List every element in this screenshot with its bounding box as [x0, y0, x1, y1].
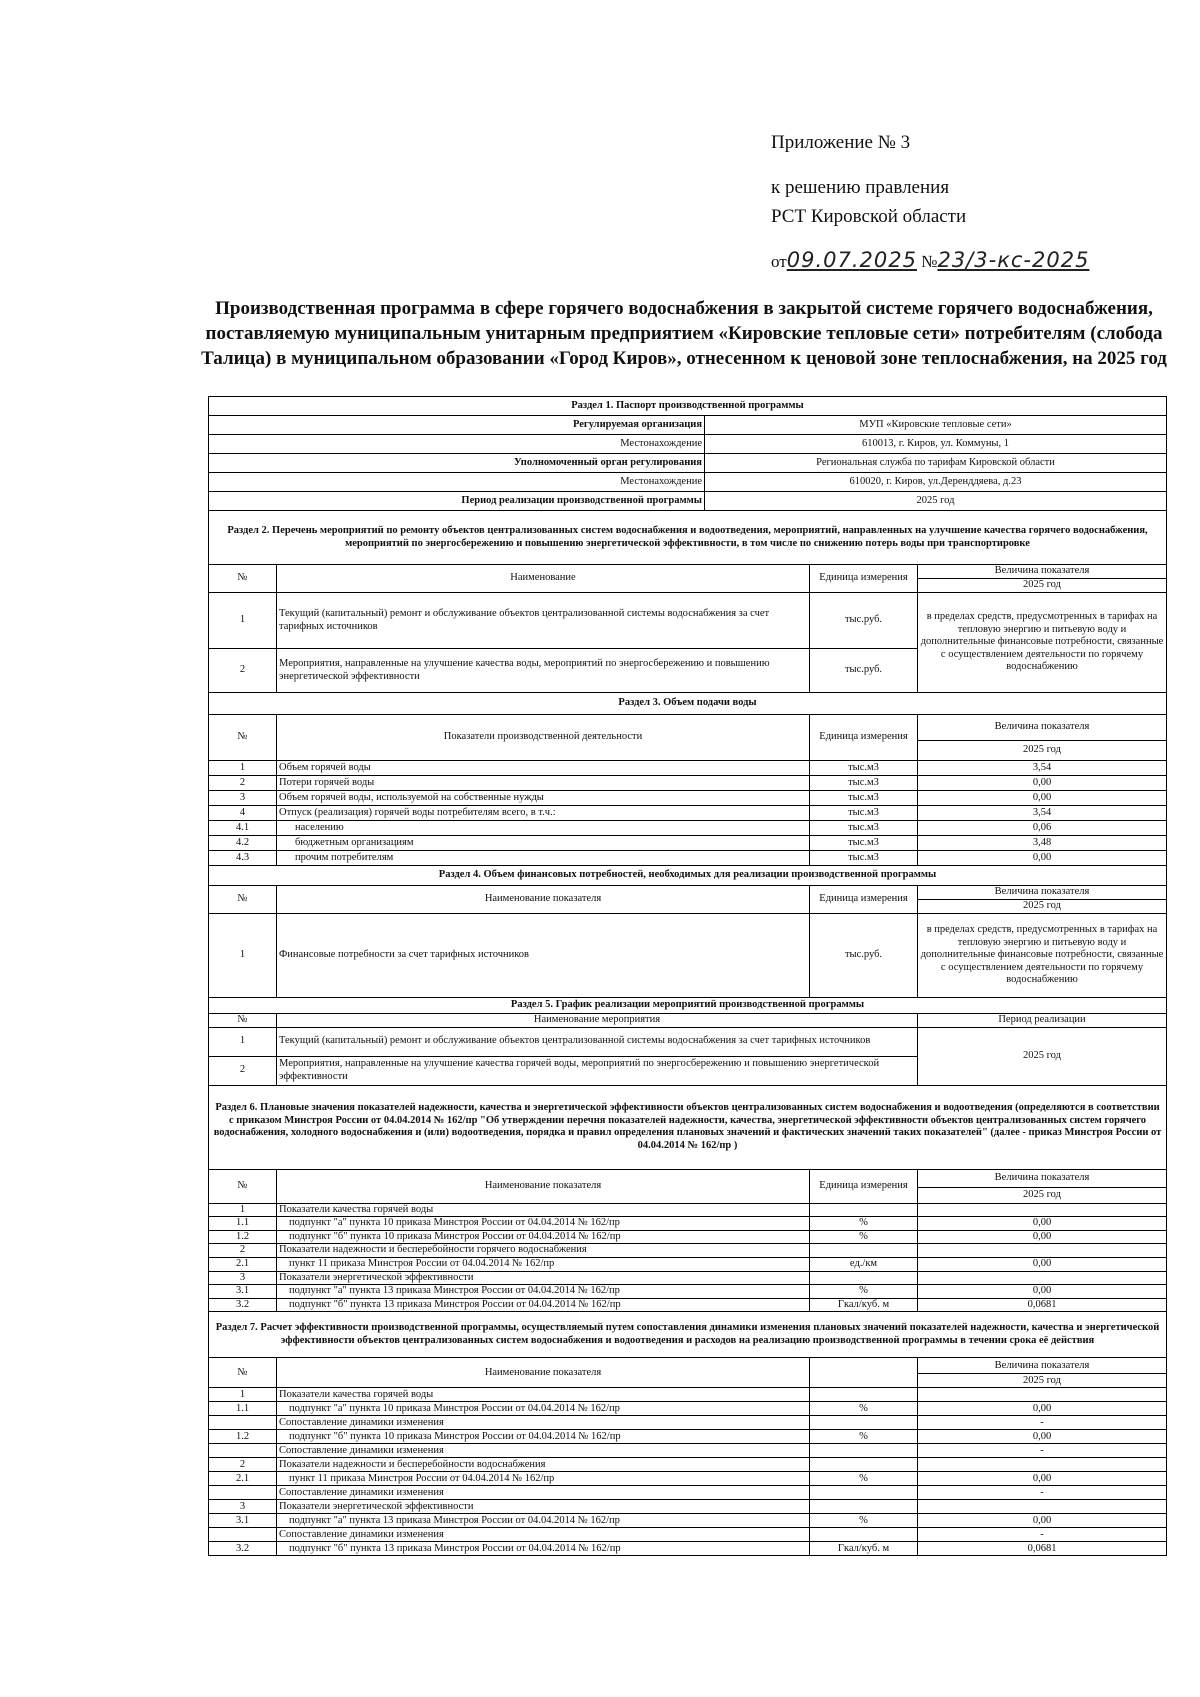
indicator-name: Показатели надежности и бесперебойности водоснабжения [277, 1458, 810, 1472]
indicator-value [918, 1388, 1167, 1402]
row-number: 3 [209, 1500, 277, 1514]
row-number [209, 1486, 277, 1500]
row-number: 2.1 [209, 1472, 277, 1486]
supply-indicator-name: Отпуск (реализация) горячей воды потребителям всего, в т.ч.: [277, 806, 810, 821]
document-title: Производственная программа в сфере горячего водоснабжения в закрытой системе горячего водоснабжения, поставляемую муниципальным унитарным предприятием «Кировские тепловые сети» потребителям (слобода Талица) в муниципальном образовании «Город Киров», отнесенном к ценовой зоне теплоснабжения, на 2025 год [201, 298, 1167, 369]
passport-value: Региональная служба по тарифам Кировской области [705, 454, 1167, 473]
supply-unit: тыс.м3 [810, 836, 918, 851]
passport-row [209, 473, 1167, 492]
col-value-header: Величина показателя [918, 715, 1167, 741]
row-number: 1 [209, 1203, 277, 1217]
row-number: 1 [209, 914, 277, 998]
section-6-title-row [209, 1085, 1167, 1169]
section-5-title-row [209, 998, 1167, 1014]
supply-unit: тыс.м3 [810, 851, 918, 866]
passport-value: 610020, г. Киров, ул.Деренддяева, д.23 [705, 473, 1167, 492]
row-number: 2.1 [209, 1257, 277, 1271]
indicator-value [918, 1458, 1167, 1472]
efficiency-row [209, 1458, 1167, 1472]
supply-row [209, 836, 1167, 851]
passport-row [209, 454, 1167, 473]
finance-row [209, 914, 1167, 998]
row-number: 2 [209, 776, 277, 791]
indicator-value [918, 1203, 1167, 1217]
row-number: 1.1 [209, 1217, 277, 1231]
row-number: 1.1 [209, 1402, 277, 1416]
row-number: 2 [209, 649, 277, 693]
section-3-title-row [209, 693, 1167, 715]
row-number [209, 1444, 277, 1458]
efficiency-row [209, 1500, 1167, 1514]
efficiency-row [209, 1416, 1167, 1430]
indicator-unit: % [810, 1230, 918, 1244]
row-number: 4.2 [209, 836, 277, 851]
col-unit-header: Единица измерения [810, 1169, 918, 1203]
passport-row [209, 435, 1167, 454]
row-number: 1.2 [209, 1430, 277, 1444]
section-2-title: Раздел 2. Перечень мероприятий по ремонту объектов централизованных систем водоснабжения и водоотведения, мероприятий, направленных на улучшение качества горячего водоснабжения, мероприятий по энергосбережению и повышению энергетической эффективности, в том числе по снижению потерь воды при транспортировке [209, 511, 1167, 565]
indicator-unit: % [810, 1217, 918, 1231]
indicator-name: подпункт "б" пункта 10 приказа Минстроя России от 04.04.2014 № 162/пр [277, 1430, 810, 1444]
col-unit-header: Единица измерения [810, 886, 918, 914]
indicator-name: Сопоставление динамики изменения [277, 1444, 810, 1458]
row-number: 2 [209, 1056, 277, 1085]
supply-indicator-name: Потери горячей воды [277, 776, 810, 791]
indicator-name: подпункт "б" пункта 13 приказа Минстроя России от 04.04.2014 № 162/пр [277, 1542, 810, 1556]
efficiency-row [209, 1486, 1167, 1500]
handwritten-number: 23/3-кс-2025 [937, 248, 1090, 273]
measure-row [209, 593, 1167, 649]
indicator-name: пункт 11 приказа Минстроя России от 04.04.2014 № 162/пр [277, 1472, 810, 1486]
indicator-unit [810, 1416, 918, 1430]
indicator-value: 0,00 [918, 1514, 1167, 1528]
efficiency-row [209, 1444, 1167, 1458]
col-name-header: Наименование [277, 565, 810, 593]
appendix-title: Приложение № 3 [771, 132, 911, 153]
decision-line-1: к решению правления [771, 176, 950, 198]
row-number [209, 1528, 277, 1542]
indicator-name: Сопоставление динамики изменения [277, 1528, 810, 1542]
indicator-value: - [918, 1416, 1167, 1430]
supply-unit: тыс.м3 [810, 821, 918, 836]
col-number-header: № [209, 715, 277, 761]
indicator-unit: Гкал/куб. м [810, 1298, 918, 1312]
measure-value: в пределах средств, предусмотренных в тарифах на тепловую энергию и питьевую воду и дополнительные финансовые потребности, связанные с осуществлением деятельности по горячему водоснабжению [918, 593, 1167, 693]
passport-value: 2025 год [705, 492, 1167, 511]
efficiency-row [209, 1542, 1167, 1556]
supply-indicator-name: бюджетным организациям [277, 836, 810, 851]
section-4-title: Раздел 4. Объем финансовых потребностей, необходимых для реализации производственной программы [209, 866, 1167, 886]
indicator-value: 0,0681 [918, 1298, 1167, 1312]
supply-value: 3,54 [918, 761, 1167, 776]
indicator-value [918, 1271, 1167, 1285]
indicator-name: подпункт "а" пункта 13 приказа Минстроя России от 04.04.2014 № 162/пр [277, 1285, 810, 1299]
row-number: 1.2 [209, 1230, 277, 1244]
row-number: 3.1 [209, 1285, 277, 1299]
row-number: 4 [209, 806, 277, 821]
indicator-name: Сопоставление динамики изменения [277, 1486, 810, 1500]
reliability-row [209, 1298, 1167, 1312]
section-4-header-row [209, 886, 1167, 900]
indicator-value: 0,00 [918, 1430, 1167, 1444]
col-value-header: Величина показателя [918, 565, 1167, 579]
reliability-row [209, 1257, 1167, 1271]
supply-value: 3,54 [918, 806, 1167, 821]
col-number-header: № [209, 1358, 277, 1388]
indicator-value: 0,0681 [918, 1542, 1167, 1556]
indicator-value [918, 1244, 1167, 1258]
section-7-header-row [209, 1358, 1167, 1374]
col-value-header: Величина показателя [918, 886, 1167, 900]
col-name-header: Наименование мероприятия [277, 1014, 918, 1028]
reliability-row [209, 1271, 1167, 1285]
supply-value: 0,00 [918, 791, 1167, 806]
reliability-row [209, 1230, 1167, 1244]
row-number: 3.1 [209, 1514, 277, 1528]
reliability-row [209, 1217, 1167, 1231]
indicator-unit: % [810, 1285, 918, 1299]
indicator-unit: Гкал/куб. м [810, 1542, 918, 1556]
row-number: 1 [209, 761, 277, 776]
indicator-name: подпункт "а" пункта 10 приказа Минстроя России от 04.04.2014 № 162/пр [277, 1217, 810, 1231]
reliability-row [209, 1285, 1167, 1299]
col-number-header: № [209, 1169, 277, 1203]
indicator-unit [810, 1203, 918, 1217]
finance-unit: тыс.руб. [810, 914, 918, 998]
measure-unit: тыс.руб. [810, 649, 918, 693]
indicator-name: подпункт "б" пункта 10 приказа Минстроя России от 04.04.2014 № 162/пр [277, 1230, 810, 1244]
indicator-unit [810, 1458, 918, 1472]
col-name-header: Показатели производственной деятельности [277, 715, 810, 761]
indicator-name: подпункт "а" пункта 10 приказа Минстроя России от 04.04.2014 № 162/пр [277, 1402, 810, 1416]
row-number: 3.2 [209, 1542, 277, 1556]
row-number: 3 [209, 1271, 277, 1285]
row-number: 1 [209, 1027, 277, 1056]
col-period-header: Период реализации [918, 1014, 1167, 1028]
row-number: 4.3 [209, 851, 277, 866]
supply-value: 0,06 [918, 821, 1167, 836]
col-number-header: № [209, 565, 277, 593]
efficiency-row [209, 1514, 1167, 1528]
program-table-body [209, 397, 1167, 1556]
supply-unit: тыс.м3 [810, 776, 918, 791]
col-unit-header-empty [810, 1358, 918, 1388]
indicator-unit [810, 1388, 918, 1402]
schedule-period: 2025 год [918, 1027, 1167, 1085]
indicator-value: 0,00 [918, 1402, 1167, 1416]
indicator-value: 0,00 [918, 1217, 1167, 1231]
indicator-name: подпункт "б" пункта 13 приказа Минстроя России от 04.04.2014 № 162/пр [277, 1298, 810, 1312]
indicator-value: 0,00 [918, 1257, 1167, 1271]
col-unit-header: Единица измерения [810, 715, 918, 761]
passport-label: Уполномоченный орган регулирования [209, 454, 705, 473]
indicator-value [918, 1500, 1167, 1514]
decision-date-number [771, 248, 1089, 273]
section-5-header-row [209, 1014, 1167, 1028]
col-year-header: 2025 год [918, 1187, 1167, 1203]
appendix-block [771, 132, 1089, 274]
indicator-unit: % [810, 1402, 918, 1416]
indicator-name: Показатели качества горячей воды [277, 1388, 810, 1402]
indicator-unit [810, 1500, 918, 1514]
col-name-header: Наименование показателя [277, 1169, 810, 1203]
indicator-unit: % [810, 1514, 918, 1528]
indicator-unit [810, 1444, 918, 1458]
passport-label: Регулируемая организация [209, 416, 705, 435]
reliability-row [209, 1203, 1167, 1217]
indicator-unit [810, 1486, 918, 1500]
schedule-measure: Текущий (капитальный) ремонт и обслуживание объектов централизованной системы водоснабжения за счет тарифных источников [277, 1027, 918, 1056]
indicator-value: - [918, 1528, 1167, 1542]
passport-value: МУП «Кировские тепловые сети» [705, 416, 1167, 435]
efficiency-row [209, 1402, 1167, 1416]
col-name-header: Наименование показателя [277, 886, 810, 914]
section-5-title: Раздел 5. График реализации мероприятий производственной программы [209, 998, 1167, 1014]
col-number-header: № [209, 886, 277, 914]
supply-unit: тыс.м3 [810, 806, 918, 821]
supply-row [209, 821, 1167, 836]
row-number: 3.2 [209, 1298, 277, 1312]
schedule-row [209, 1027, 1167, 1056]
row-number: 2 [209, 1458, 277, 1472]
indicator-unit: % [810, 1472, 918, 1486]
section-3-header-row [209, 715, 1167, 741]
program-table [208, 396, 1167, 1556]
section-6-header-row [209, 1169, 1167, 1187]
decision-line-2: РСТ Кировской области [771, 205, 967, 227]
measure-name: Текущий (капитальный) ремонт и обслуживание объектов централизованной системы водоснабжения за счет тарифных источников [277, 593, 810, 649]
measure-unit: тыс.руб. [810, 593, 918, 649]
finance-value: в пределах средств, предусмотренных в тарифах на тепловую энергию и питьевую воду и дополнительные финансовые потребности, связанные с осуществлением деятельности по горячему водоснабжению [918, 914, 1167, 998]
indicator-unit: % [810, 1430, 918, 1444]
measure-name: Мероприятия, направленные на улучшение качества воды, мероприятий по энергосбережению и повышению энергетической эффективности [277, 649, 810, 693]
supply-unit: тыс.м3 [810, 761, 918, 776]
row-number [209, 1416, 277, 1430]
supply-row [209, 776, 1167, 791]
supply-indicator-name: Объем горячей воды [277, 761, 810, 776]
section-1-title-row [209, 397, 1167, 416]
col-year-header: 2025 год [918, 1374, 1167, 1388]
row-number: 1 [209, 1388, 277, 1402]
passport-row [209, 416, 1167, 435]
reliability-row [209, 1244, 1167, 1258]
row-number: 4.1 [209, 821, 277, 836]
supply-row [209, 791, 1167, 806]
section-1-title: Раздел 1. Паспорт производственной программы [209, 397, 1167, 416]
indicator-value: 0,00 [918, 1285, 1167, 1299]
indicator-name: Показатели надежности и бесперебойности горячего водоснабжения [277, 1244, 810, 1258]
supply-value: 0,00 [918, 851, 1167, 866]
section-7-title-row [209, 1312, 1167, 1358]
date-prefix: от [771, 252, 787, 272]
col-year-header: 2025 год [918, 579, 1167, 593]
indicator-value: 0,00 [918, 1230, 1167, 1244]
schedule-measure: Мероприятия, направленные на улучшение качества горячей воды, мероприятий по энергосбережению и повышению энергетической эффективности [277, 1056, 918, 1085]
supply-row [209, 761, 1167, 776]
col-number-header: № [209, 1014, 277, 1028]
section-2-header-row [209, 565, 1167, 579]
passport-label: Период реализации производственной программы [209, 492, 705, 511]
supply-value: 3,48 [918, 836, 1167, 851]
col-name-header: Наименование показателя [277, 1358, 810, 1388]
row-number: 2 [209, 1244, 277, 1258]
supply-indicator-name: Объем горячей воды, используемой на собственные нужды [277, 791, 810, 806]
section-6-title: Раздел 6. Плановые значения показателей надежности, качества и энергетической эффективности объектов централизованных систем водоснабжения и водоотведения (определяются в соответствии с приказом Минстроя России от 04.04.2014 № 162/пр "Об утверждении перечня показателей надежности, качества, энергетической эффективности объектов централизованных систем горячего водоснабжения, холодного водоснабжения и (или) водоотведения, порядка и правил определения плановых значений и фактических значений таких показателей" (далее - приказ Минстроя России от 04.04.2014 № 162/пр ) [209, 1085, 1167, 1169]
supply-row [209, 806, 1167, 821]
supply-indicator-name: прочим потребителям [277, 851, 810, 866]
indicator-name: пункт 11 приказа Минстроя России от 04.04.2014 № 162/пр [277, 1257, 810, 1271]
supply-row [209, 851, 1167, 866]
indicator-value: - [918, 1444, 1167, 1458]
handwritten-date: 09.07.2025 [786, 248, 917, 273]
indicator-unit [810, 1271, 918, 1285]
section-2-title-row [209, 511, 1167, 565]
finance-name: Финансовые потребности за счет тарифных источников [277, 914, 810, 998]
supply-unit: тыс.м3 [810, 791, 918, 806]
indicator-name: Показатели энергетической эффективности [277, 1271, 810, 1285]
indicator-unit [810, 1528, 918, 1542]
section-7-title: Раздел 7. Расчет эффективности производственной программы, осуществляемый путем сопоставления динамики изменения плановых значений показателей надежности, качества и энергетической эффективности объектов централизованных систем водоснабжения и водоотведения и расходов на реализацию производственной программы в течении срока её действия [209, 1312, 1167, 1358]
efficiency-row [209, 1528, 1167, 1542]
efficiency-row [209, 1472, 1167, 1486]
passport-label: Местонахождение [209, 473, 705, 492]
col-year-header: 2025 год [918, 741, 1167, 761]
indicator-name: Показатели энергетической эффективности [277, 1500, 810, 1514]
indicator-unit [810, 1244, 918, 1258]
col-unit-header: Единица измерения [810, 565, 918, 593]
efficiency-row [209, 1430, 1167, 1444]
indicator-value: - [918, 1486, 1167, 1500]
col-year-header: 2025 год [918, 900, 1167, 914]
efficiency-row [209, 1388, 1167, 1402]
row-number: 1 [209, 593, 277, 649]
section-4-title-row [209, 866, 1167, 886]
passport-value: 610013, г. Киров, ул. Коммуны, 1 [705, 435, 1167, 454]
passport-row [209, 492, 1167, 511]
col-value-header: Величина показателя [918, 1169, 1167, 1187]
indicator-name: Сопоставление динамики изменения [277, 1416, 810, 1430]
indicator-unit: ед./км [810, 1257, 918, 1271]
number-prefix: № [921, 252, 938, 272]
indicator-value: 0,00 [918, 1472, 1167, 1486]
supply-indicator-name: населению [277, 821, 810, 836]
indicator-name: подпункт "а" пункта 13 приказа Минстроя России от 04.04.2014 № 162/пр [277, 1514, 810, 1528]
passport-label: Местонахождение [209, 435, 705, 454]
indicator-name: Показатели качества горячей воды [277, 1203, 810, 1217]
section-3-title: Раздел 3. Объем подачи воды [209, 693, 1167, 715]
supply-value: 0,00 [918, 776, 1167, 791]
row-number: 3 [209, 791, 277, 806]
col-value-header: Величина показателя [918, 1358, 1167, 1374]
